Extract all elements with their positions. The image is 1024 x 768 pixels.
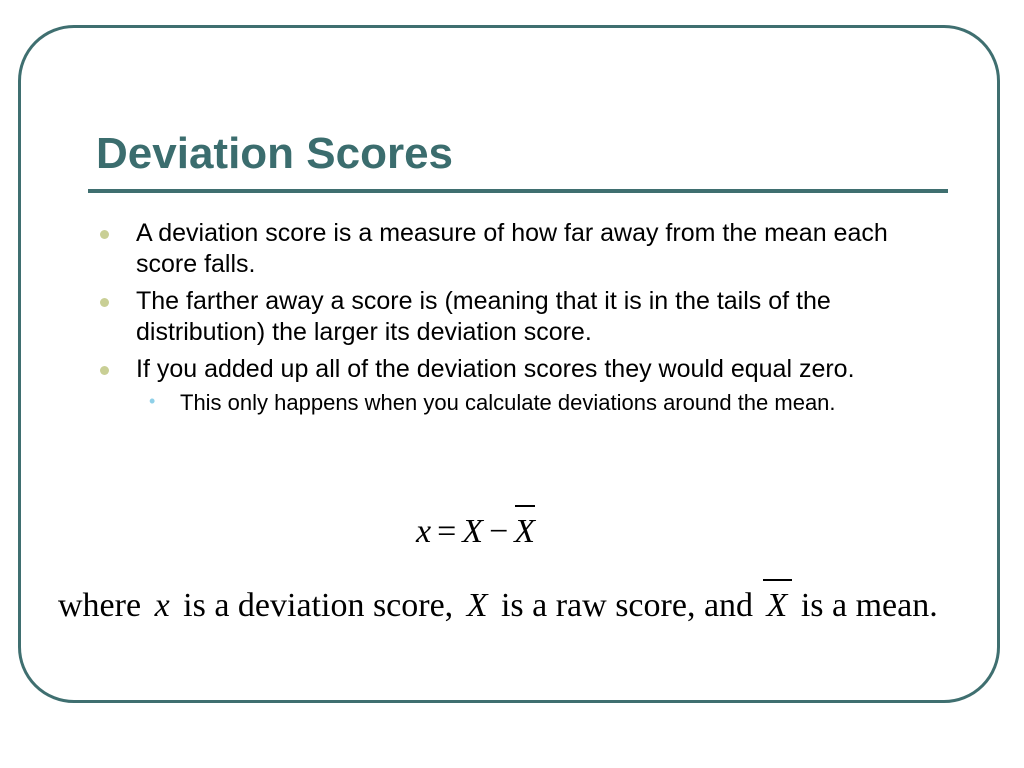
equation-equals-sign: = [437, 513, 457, 550]
sub-bullet-item [96, 389, 936, 417]
equation-raw-score-variable: X [462, 513, 484, 550]
bullet-list [96, 218, 936, 417]
bullet-text: A deviation score is a measure of how far away from the mean each score falls. [136, 219, 888, 278]
definition-deviation-text: is a deviation score, [183, 587, 454, 624]
equation-deviation-variable: x [416, 513, 432, 550]
equation-mean-variable [514, 510, 535, 554]
bullet-item [96, 218, 936, 280]
equation-mean-letter: X [514, 513, 536, 550]
bullet-item [96, 286, 936, 348]
sub-bullet-dot-icon: • [149, 391, 156, 411]
bullet-text: If you added up all of the deviation scores they would equal zero. [136, 355, 855, 383]
definition-mean-letter: X [766, 587, 788, 624]
definition-raw-text: is a raw score, and [500, 587, 754, 624]
deviation-equation [416, 510, 535, 554]
mean-bar [515, 505, 535, 507]
definition-mean-variable [762, 584, 793, 628]
sub-bullet-text: This only happens when you calculate deviations around the mean. [180, 390, 836, 415]
title-underline [88, 189, 948, 193]
definition-deviation-variable: x [154, 587, 170, 624]
bullet-item [96, 354, 936, 385]
definition-mean-text: is a mean. [800, 587, 938, 624]
variable-definition [58, 584, 938, 628]
slide-title: Deviation Scores [96, 129, 454, 178]
definition-raw-variable: X [466, 587, 488, 624]
bullet-dot-icon [100, 366, 109, 375]
bullet-dot-icon [100, 230, 109, 239]
definition-where: where [58, 587, 142, 624]
bullet-dot-icon [100, 298, 109, 307]
bullet-text: The farther away a score is (meaning that it is in the tails of the distribution) the larger its deviation score. [136, 287, 831, 346]
equation-minus-sign: − [489, 513, 509, 550]
definition-mean-bar [763, 579, 793, 581]
